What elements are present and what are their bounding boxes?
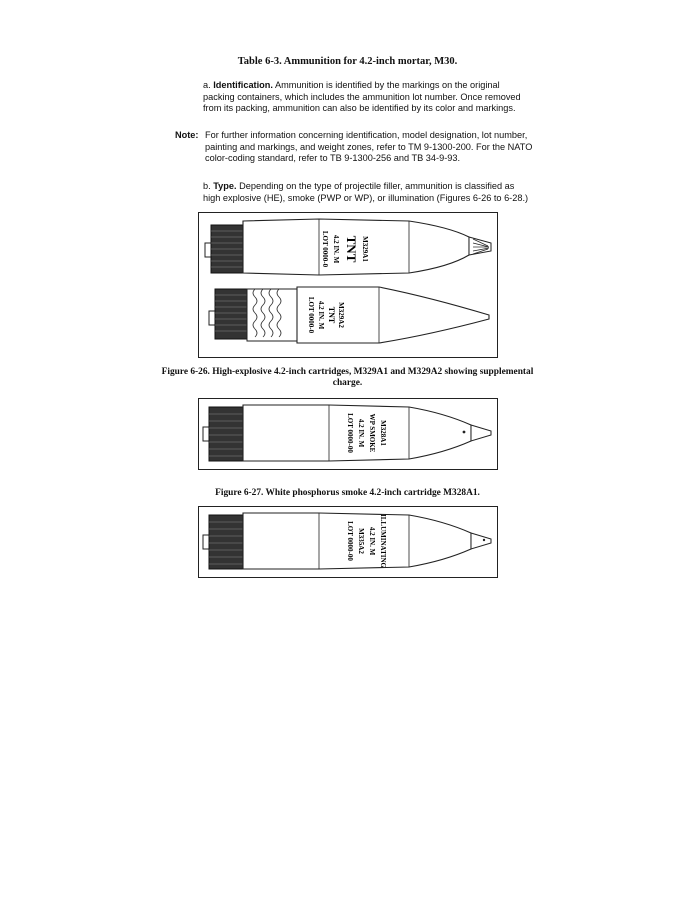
wp-mark-line3: 4.2 IN. M	[357, 418, 365, 448]
identification-paragraph	[203, 80, 533, 115]
he2-mark-line2: TNT	[327, 306, 336, 324]
he1-mark-line2: TNT	[344, 235, 359, 263]
he-round-m329a1	[205, 219, 491, 275]
note-text: For further information concerning identification, model designation, lot number, painting and markings, and weight zones, refer to TM 9-1300-200. For the NATO color-coding standard, refer to TB 9-1300-256 and TB 34-9-93.	[205, 130, 533, 163]
identification-text: Ammunition is identified by the markings on the original packing containers, which includes the ammunition lot number. Once removed from its packing, ammunition can also be identified by its color and markings.	[203, 80, 521, 113]
figure-6-26	[198, 212, 498, 358]
figure-6-27	[198, 398, 498, 470]
figure-6-28	[198, 506, 498, 578]
figure-6-26-caption: Figure 6-26. High-explosive 4.2-inch cartridges, M329A1 and M329A2 showing supplemental charge.	[161, 367, 534, 388]
he1-mark-line1: M329A1	[361, 236, 369, 262]
he-round-m329a2	[209, 287, 489, 343]
wp-mark-line2: WP SMOKE	[368, 413, 376, 453]
note-label: Note:	[175, 130, 199, 140]
table-title: Table 6-3. Ammunition for 4.2-inch mortar, M30.	[237, 56, 458, 67]
identification-heading: Identification.	[213, 80, 273, 90]
wp-mark-line4: LOT 0000-00	[346, 413, 354, 453]
he2-mark-line4: LOT 0000-0	[307, 296, 315, 334]
illum-mark-line4: LOT 0000-00	[346, 521, 354, 561]
he-cartridges-illustration	[199, 213, 497, 357]
figure-6-27-caption: Figure 6-27. White phosphorus smoke 4.2-inch cartridge M328A1.	[215, 488, 480, 498]
identification-label: a.	[203, 80, 214, 90]
illumination-cartridge-illustration	[199, 507, 497, 577]
illum-mark-line3: M335A2	[357, 528, 365, 554]
he2-mark-line3: 4.2 IN. M	[317, 300, 325, 330]
illum-mark-line2: 4.2 IN. M	[368, 526, 376, 556]
he1-mark-line4: LOT 0000-0	[321, 230, 329, 268]
type-label: b.	[203, 181, 214, 191]
he1-mark-line3: 4.2 IN. M	[332, 234, 340, 264]
he2-mark-line1: M329A2	[337, 302, 345, 328]
type-heading: Type.	[213, 181, 237, 191]
wp-mark-line1: M328A1	[379, 420, 387, 446]
type-paragraph	[203, 181, 533, 204]
wp-smoke-cartridge-illustration	[199, 399, 497, 469]
illum-mark-line1: ILLUMINATING	[379, 514, 387, 568]
type-text: Depending on the type of projectile filler, ammunition is classified as high explosive (HE), smoke (PWP or WP), or illumination (Figures 6-26 to 6-28.)	[203, 181, 529, 203]
